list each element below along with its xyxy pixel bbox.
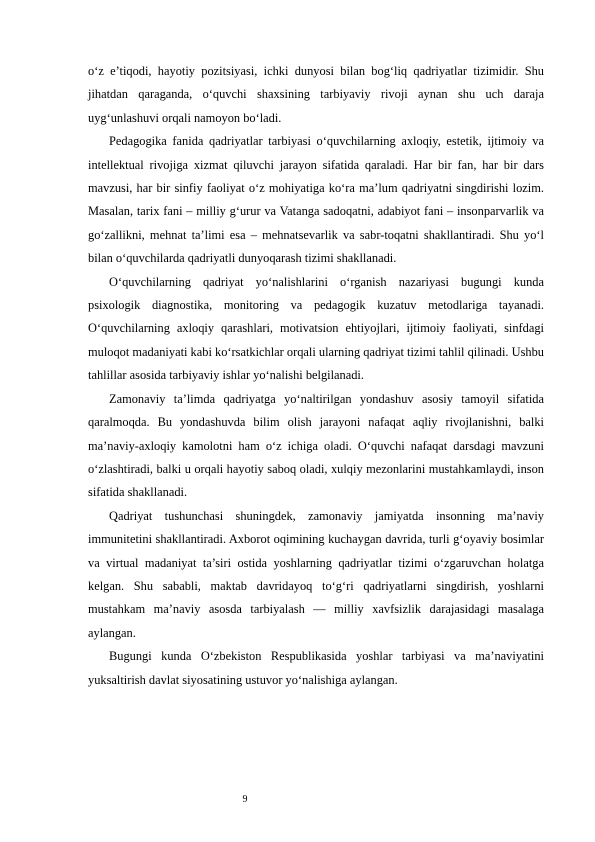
- paragraph-spiritual-immunity: Qadriyat tushunchasi shuningdek, zamonaviy jamiyatda insonning ma’naviy immunitetini shakllantiradi. Axborot oqimining kuchaygan davrida, turli g‘oyaviy bosimlar va virtual madaniyat ta’siri ostida yoshlarning qadriyatlar tizimi o‘zgaruvchan holatga kelgan. Shu sababli, maktab davridayoq to‘g‘ri qadriyatlarni singdirish, yoshlarni mustahkam ma’naviy asosda tarbiyalash — milliy xavfsizlik darajasidagi masalaga aylangan.: [88, 508, 544, 640]
- paragraph-continuation: o‘z e’tiqodi, hayotiy pozitsiyasi, ichki dunyosi bilan bog‘liq qadriyatlar tizimidir. Shu jihatdan qaraganda, o‘quvchi shaxsining tarbiyaviy rivoji aynan shu uch daraja uyg‘unlashuvi orqali namoyon bo‘ladi.: [88, 64, 544, 125]
- paragraph-state-policy: Bugungi kunda O‘zbekiston Respublikasida yoshlar tarbiyasi va ma’naviyatini yuksaltirish davlat siyosatining ustuvor yo‘nalishiga aylangan.: [88, 649, 544, 687]
- page-number: 9: [242, 794, 248, 805]
- paragraph-modern-education: Zamonaviy ta’limda qadriyatga yo‘naltirilgan yondashuv asosiy tamoyil sifatida qaralmoqda. Bu yondashuvda bilim olish jarayoni nafaqat aqliy rivojlanishni, balki ma’naviy-axloqiy kamolotni ham o‘z ichiga oladi. O‘quvchi nafaqat darsdagi mavzuni o‘zlashtiradi, balki u orqali hayotiy saboq oladi, xulqiy mezonlarini mustahkamlaydi, inson sifatida shakllanadi.: [88, 391, 544, 500]
- document-page: [88, 60, 544, 692]
- paragraph-pedagogy: Pedagogika fanida qadriyatlar tarbiyasi o‘quvchilarning axloqiy, estetik, ijtimoiy va intellektual rivojiga xizmat qiluvchi jarayon sifatida qaraladi. Har bir fan, har bir dars mavzusi, har bir sinfiy faoliyat o‘z mohiyatiga ko‘ra ma’lum qadriyatni singdirishi lozim. Masalan, tarix fani – milliy g‘urur va Vatanga sadoqatni, adabiyot fani – insonparvarlik va go‘zallikni, mehnat ta’limi esa – mehnatsevarlik va sabr-toqatni shakllantiradi. Shu yo‘l bilan o‘quvchilarda qadriyatli dunyoqarash tizimi shakllanadi.: [88, 134, 544, 266]
- paragraph-value-orientation: O‘quvchilarning qadriyat yo‘nalishlarini o‘rganish nazariyasi bugungi kunda psixologik diagnostika, monitoring va pedagogik kuzatuv metodlariga tayanadi. O‘quvchilarning axloqiy qarashlari, motivatsion ehtiyojlari, ijtimoiy faoliyati, sinfdagi muloqot madaniyati kabi ko‘rsatkichlar orqali ularning qadriyat tizimi tahlil qilinadi. Ushbu tahlillar asosida tarbiyaviy ishlar yo‘nalishi belgilanadi.: [88, 274, 544, 383]
